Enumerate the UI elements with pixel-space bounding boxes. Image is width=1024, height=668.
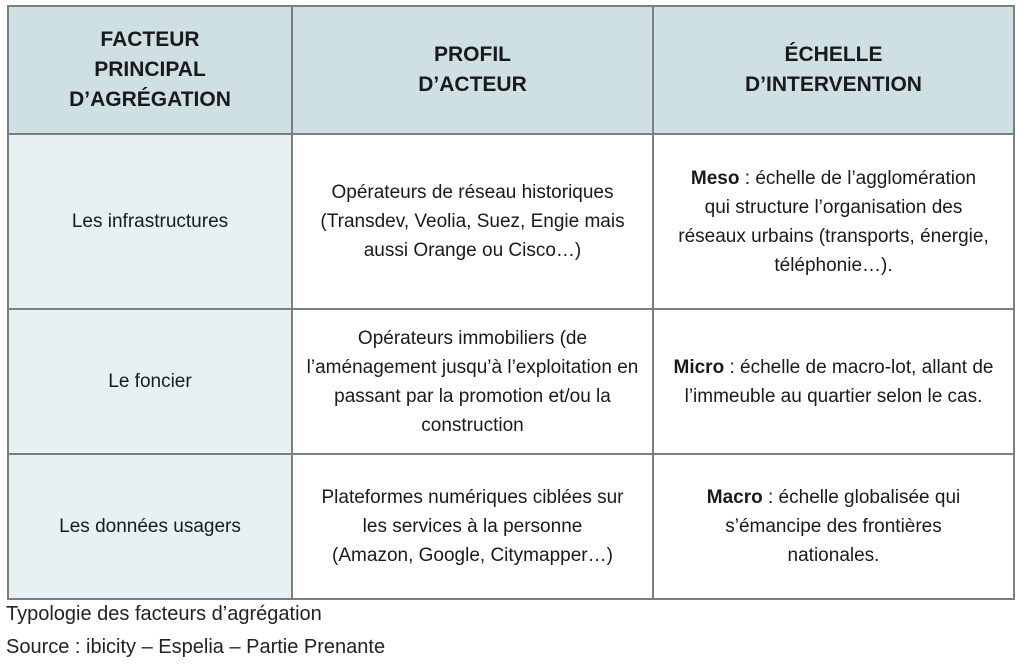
header-factor: FACTEUR PRINCIPAL D’AGRÉGATION (8, 6, 292, 134)
profile-cell: Plateformes numériques ciblées sur les services à la personne (Amazon, Google, Citymapper…) (292, 454, 653, 599)
factor-cell: Le foncier (8, 309, 292, 454)
aggregation-typology-table (7, 5, 1015, 600)
scale-cell (653, 134, 1014, 309)
caption-title: Typologie des facteurs d’agrégation (6, 603, 322, 625)
profile-cell: Opérateurs immobiliers (de l’aménagement jusqu’à l’exploitation en passant par la promotion et/ou la construction (292, 309, 653, 454)
scale-level: Micro (673, 356, 725, 378)
factor-cell: Les données usagers (8, 454, 292, 599)
header-profile: PROFIL D’ACTEUR (292, 6, 653, 134)
scale-cell (653, 309, 1014, 454)
profile-cell: Opérateurs de réseau historiques (Transdev, Veolia, Suez, Engie mais aussi Orange ou Cisco…) (292, 134, 653, 309)
scale-cell (653, 454, 1014, 599)
scale-description: : échelle de macro-lot, allant de l’immeuble au quartier selon le cas. (684, 356, 994, 407)
factor-cell: Les infrastructures (8, 134, 292, 309)
table-row (8, 309, 1014, 454)
scale-description: : échelle de l’agglomération qui structure l’organisation des réseaux urbains (transports, énergie, téléphonie…). (678, 167, 989, 276)
header-row (8, 6, 1014, 134)
scale-description: : échelle globalisée qui s’émancipe des frontières nationales. (725, 487, 961, 566)
caption-source: Source : ibicity – Espelia – Partie Prenante (6, 636, 386, 658)
table-row (8, 454, 1014, 599)
header-scale: ÉCHELLE D’INTERVENTION (653, 6, 1014, 134)
scale-level: Macro (706, 487, 763, 508)
table-row (8, 134, 1014, 309)
scale-level: Meso (690, 167, 740, 189)
